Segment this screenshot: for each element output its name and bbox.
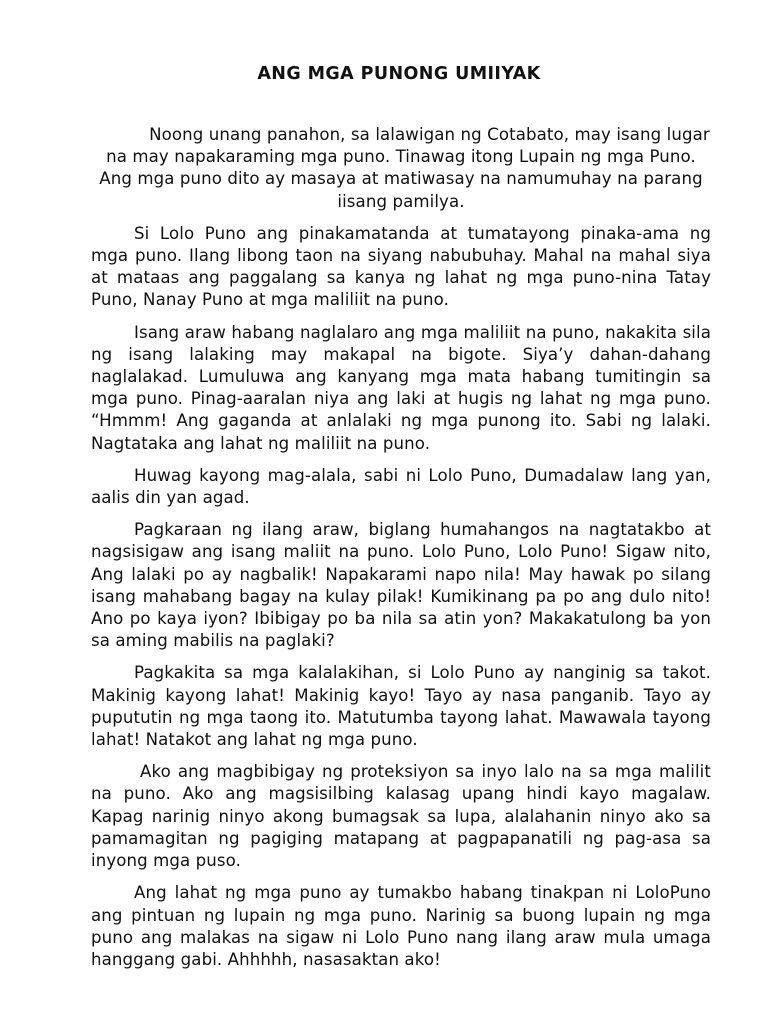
paragraph-8: Ang lahat ng mga puno ay tumakbo habang tinakpan ni LoloPuno ang pintuan ng lupain ng mga puno. Narinig sa buong lupain ng mga puno ang malakas na sigaw ni Lolo Puno nang ilang araw mula umaga hanggang gabi. Ahhhhh, nasasaktan ako! [91,883,711,969]
paragraph-4: Huwag kayong mag-alala, sabi ni Lolo Puno, Dumadalaw lang yan, aalis din yan agad. [91,465,711,508]
paragraph-1: Noong unang panahon, sa lalawigan ng Cotabato, may isang lugar na may napakaraming mga puno. Tinawag itong Lupain ng mga Puno. Ang mga puno dito ay masaya at matiwasay na namumuhay na parang iisang pamilya. [99,125,710,211]
document-body [91,124,711,981]
paragraph-3: Isang araw habang naglalaro ang mga maliliit na puno, nakakita sila ng isang lalaking may makapal na bigote. Siya’y dahan-dahang naglalakad. Lumuluwa ang kanyang mga mata habang tumitingin sa mga puno. Pinag-aaralan niya ang laki at hugis ng lahat ng mga puno. “Hmmm! Ang gaganda at anlalaki ng mga punong ito. Sabi ng lalaki. Nagtataka ang lahat ng maliliit na puno. [91,322,711,453]
paragraph-2: Si Lolo Puno ang pinakamatanda at tumatayong pinaka-ama ng mga puno. Ilang libong taon na siyang nabubuhay. Mahal na mahal siya at mataas ang paggalang sa kanya ng lahat ng mga puno-nina Tatay Puno, Nanay Puno at mga maliliit na puno. [91,223,711,310]
paragraph-6: Pagkakita sa mga kalalakihan, si Lolo Puno ay nanginig sa takot. Makinig kayong lahat! Makinig kayo! Tayo ay nasa panganib. Tayo ay pupututin ng mga taong ito. Matutumba tayong lahat. Mawawala tayong lahat! Natakot ang lahat ng mga puno. [91,663,711,750]
paragraph-5: Pagkaraan ng ilang araw, biglang humahangos na nagtatakbo at nagsisigaw ang isang maliit na puno. Lolo Puno, Lolo Puno! Sigaw nito, Ang lalaki po ay nagbalik! Napakarami napo nila! May hawak po silang isang mahabang bagay na kulay pilak! Kumikinang pa po ang dulo nito! Ano po kaya iyon? Ibibigay po ba nila sa atin yon? Makakatulong ba yon sa aming mabilis na paglaki? [91,520,711,651]
paragraph-7: Ako ang magbibigay ng proteksiyon sa inyo lalo na sa mga malilit na puno. Ako ang magsisilbing kalasag upang hindi kayo magalaw. Kapag narinig ninyo akong bumagsak sa lupa, alalahanin ninyo ako sa pamamagitan ng pagiging matapang at pagpapanatili ng pag-asa sa inyong mga puso. [91,762,711,871]
document-title: ANG MGA PUNONG UMIIYAK [257,64,541,84]
